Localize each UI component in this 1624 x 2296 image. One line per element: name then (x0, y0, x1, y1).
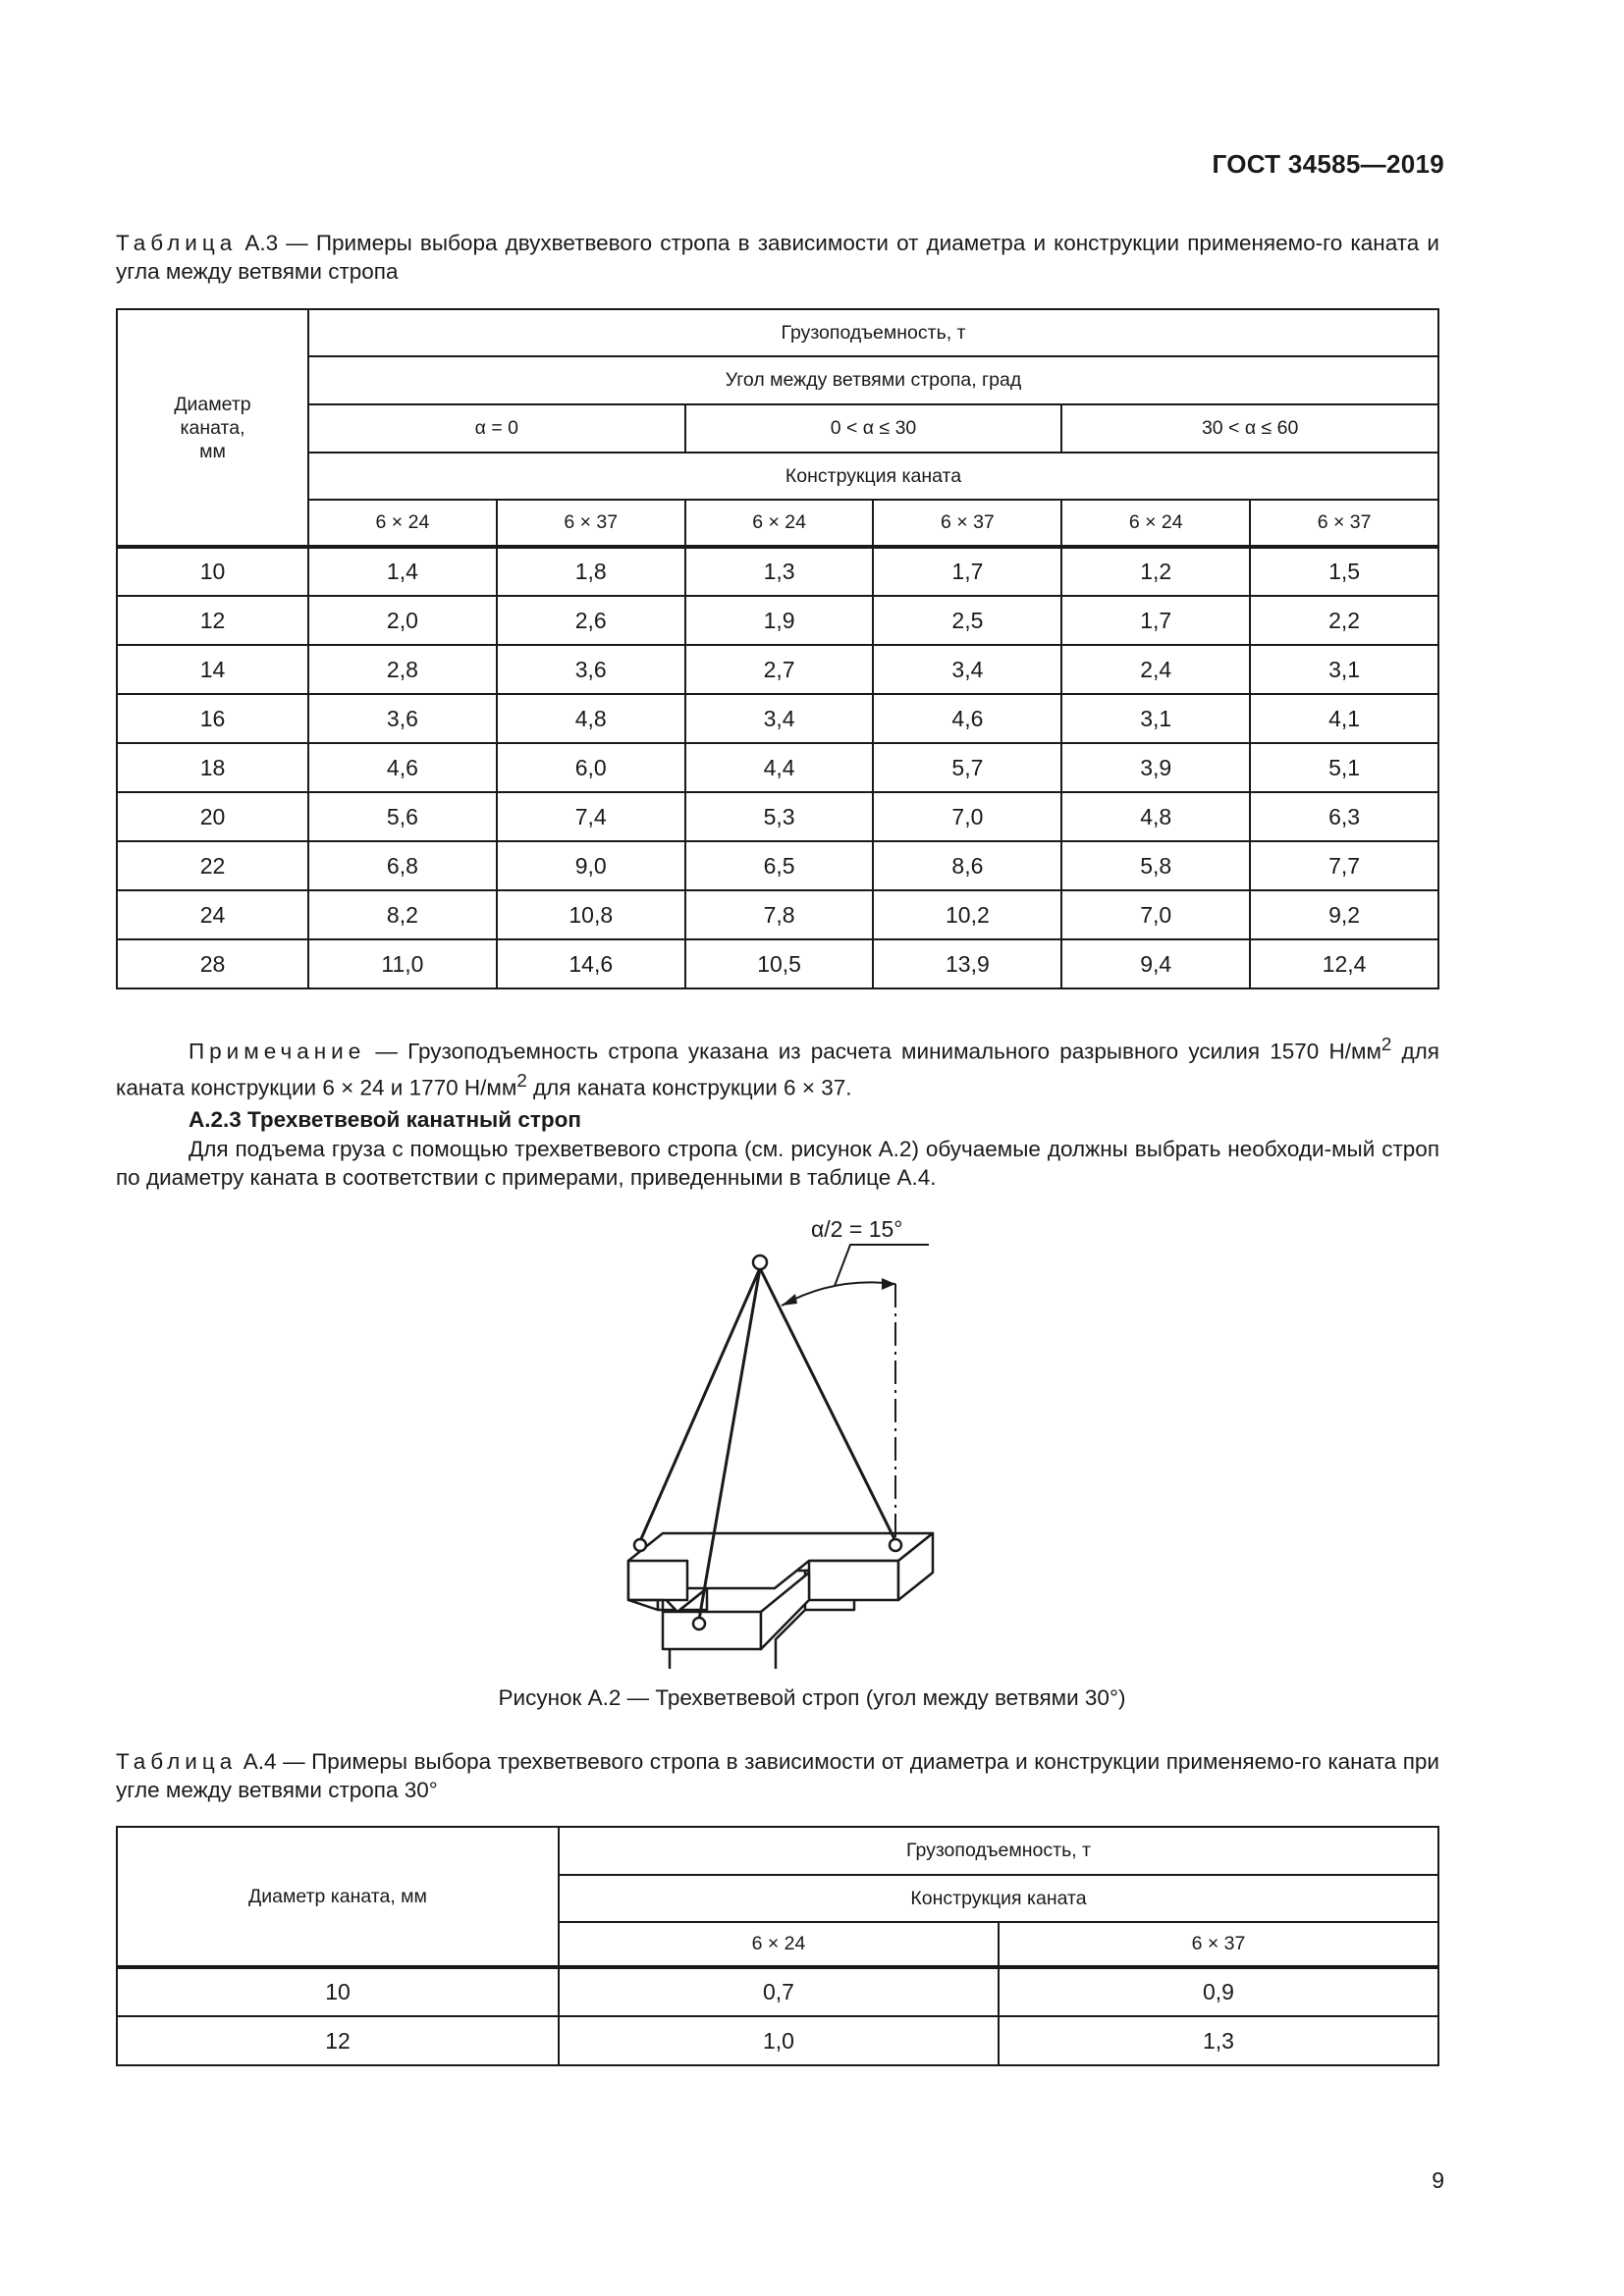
table-a3-angle-2: 0 < α ≤ 30 (685, 404, 1062, 453)
table-cell: 11,0 (308, 939, 497, 988)
table-a4-construction-2: 6 × 37 (999, 1922, 1438, 1967)
table-a3-construction-header: Конструкция каната (308, 453, 1438, 500)
table-cell: 2,0 (308, 596, 497, 645)
table-a4-capacity-header: Грузоподъемность, т (559, 1827, 1438, 1875)
table-row (117, 890, 1438, 939)
table-cell: 4,1 (1250, 694, 1438, 743)
table-a3-diameter-header-line-2: каната, (180, 416, 245, 439)
table-row (117, 547, 1438, 596)
table-a3-diameter-header (117, 309, 308, 547)
table-cell: 22 (117, 841, 308, 890)
table-cell: 12 (117, 2016, 559, 2065)
attachment-point-right (890, 1539, 901, 1551)
sling-ring-icon (753, 1255, 767, 1269)
table-a3-construction-2: 6 × 37 (497, 500, 685, 547)
table-cell: 12,4 (1250, 939, 1438, 988)
table-cell: 3,6 (497, 645, 685, 694)
figure-caption: Рисунок А.2 — Трехветвевой строп (угол между ветвями 30°) (498, 1685, 1126, 1710)
table-cell: 2,7 (685, 645, 874, 694)
table-cell: 2,8 (308, 645, 497, 694)
table-cell: 18 (117, 743, 308, 792)
table-cell: 9,4 (1061, 939, 1250, 988)
table-a3-angle-header: Угол между ветвями стропа, град (308, 356, 1438, 404)
table-a3-diameter-header-line-3: мм (199, 440, 226, 462)
table-cell: 14 (117, 645, 308, 694)
table-cell: 28 (117, 939, 308, 988)
table-cell: 12 (117, 596, 308, 645)
table-a4-caption-prefix: Таблица (116, 1749, 238, 1774)
table-a3-angle-1: α = 0 (308, 404, 685, 453)
table-a3-caption-prefix: Таблица (116, 231, 238, 255)
block-right-front-face (809, 1561, 898, 1600)
table-a4-construction-header: Конструкция каната (559, 1875, 1438, 1922)
table-cell: 6,0 (497, 743, 685, 792)
table-a3-note (116, 1030, 1439, 1101)
table-cell: 1,4 (308, 547, 497, 596)
table-a4 (116, 1826, 1439, 2066)
table-a3 (116, 308, 1439, 989)
table-row (117, 1967, 1438, 2016)
table-cell: 1,7 (873, 547, 1061, 596)
standard-number: ГОСТ 34585—2019 (1212, 149, 1444, 179)
page-number: 9 (1432, 2167, 1444, 2193)
table-cell: 5,6 (308, 792, 497, 841)
table-cell: 1,8 (497, 547, 685, 596)
attachment-point-left (634, 1539, 646, 1551)
table-row (117, 596, 1438, 645)
table-cell: 6,3 (1250, 792, 1438, 841)
table-a3-caption-text: А.3 — Примеры выбора двухветвевого стропа в зависимости от диаметра и конструкции применяемо-го каната и угла между ветвями стропа (116, 231, 1439, 284)
table-a3-diameter-header-line-1: Диаметр (174, 393, 251, 415)
table-cell: 7,4 (497, 792, 685, 841)
table-a3-construction-3: 6 × 24 (685, 500, 874, 547)
table-a3-construction-5: 6 × 24 (1061, 500, 1250, 547)
table-cell: 3,1 (1061, 694, 1250, 743)
table-cell: 9,0 (497, 841, 685, 890)
table-cell: 4,6 (308, 743, 497, 792)
table-cell: 4,8 (497, 694, 685, 743)
table-cell: 4,4 (685, 743, 874, 792)
table-cell: 7,0 (1061, 890, 1250, 939)
table-cell: 3,9 (1061, 743, 1250, 792)
block-stem-front-face (663, 1612, 761, 1649)
table-cell: 2,6 (497, 596, 685, 645)
table-row (117, 792, 1438, 841)
table-a3-construction-6: 6 × 37 (1250, 500, 1438, 547)
angle-label: α/2 = 15° (811, 1216, 903, 1242)
table-cell: 1,0 (559, 2016, 999, 2065)
sling-leg-right (760, 1268, 895, 1541)
table-cell: 0,7 (559, 1967, 999, 2016)
table-cell: 1,2 (1061, 547, 1250, 596)
table-cell: 3,6 (308, 694, 497, 743)
table-cell: 5,8 (1061, 841, 1250, 890)
attachment-point-front (693, 1618, 705, 1629)
table-cell: 5,7 (873, 743, 1061, 792)
table-cell: 13,9 (873, 939, 1061, 988)
sling-leg-left (640, 1268, 760, 1541)
table-cell: 7,0 (873, 792, 1061, 841)
table-cell: 10 (117, 547, 308, 596)
note-superscript-1: 2 (1380, 1034, 1392, 1054)
table-cell: 8,2 (308, 890, 497, 939)
table-cell: 2,5 (873, 596, 1061, 645)
table-cell: 10 (117, 1967, 559, 2016)
table-cell: 8,6 (873, 841, 1061, 890)
table-cell: 20 (117, 792, 308, 841)
table-row (117, 645, 1438, 694)
table-a3-construction-4: 6 × 37 (873, 500, 1061, 547)
note-text-a: — Грузоподъемность стропа указана из расчета минимального разрывного усилия 1570 Н/мм (365, 1039, 1381, 1064)
table-cell: 7,8 (685, 890, 874, 939)
block-left-front-face (628, 1561, 687, 1600)
note-text-c: для каната конструкции 6 × 37. (526, 1075, 852, 1099)
angle-arrow-left-icon (782, 1294, 797, 1306)
table-cell: 16 (117, 694, 308, 743)
section-body: Для подъема груза с помощью трехветвевого стропа (см. рисунок А.2) обучаемые должны выбрать необходи-мый строп по диаметру каната в соответствии с примерами, приведенными в таблице А.4. (116, 1137, 1439, 1190)
table-cell: 2,4 (1061, 645, 1250, 694)
table-cell: 0,9 (999, 1967, 1438, 2016)
table-cell: 10,8 (497, 890, 685, 939)
table-cell: 1,3 (999, 2016, 1438, 2065)
table-a4-caption (116, 1747, 1439, 1804)
table-cell: 1,3 (685, 547, 874, 596)
table-row (117, 841, 1438, 890)
table-cell: 3,4 (685, 694, 874, 743)
table-row (117, 939, 1438, 988)
table-cell: 10,2 (873, 890, 1061, 939)
table-cell: 9,2 (1250, 890, 1438, 939)
table-a4-construction-1: 6 × 24 (559, 1922, 999, 1967)
table-cell: 5,3 (685, 792, 874, 841)
table-cell: 5,1 (1250, 743, 1438, 792)
section-heading: А.2.3 Трехветвевой канатный строп (189, 1107, 581, 1132)
table-row (117, 694, 1438, 743)
note-superscript-2: 2 (516, 1069, 527, 1091)
table-a3-angle-3: 30 < α ≤ 60 (1061, 404, 1438, 453)
table-cell: 3,4 (873, 645, 1061, 694)
note-text-b: для каната конструкции 6 × 24 и 1770 Н/мм (116, 1039, 1439, 1099)
table-cell: 3,1 (1250, 645, 1438, 694)
table-a4-diameter-header: Диаметр каната, мм (117, 1827, 559, 1967)
table-row (117, 2016, 1438, 2065)
table-cell: 10,5 (685, 939, 874, 988)
figure-sling-drawing (589, 1207, 982, 1669)
table-cell: 4,8 (1061, 792, 1250, 841)
table-cell: 24 (117, 890, 308, 939)
table-a4-caption-text: А.4 — Примеры выбора трехветвевого стропа в зависимости от диаметра и конструкции применяемо-го каната при угле между ветвями стропа 30° (116, 1749, 1439, 1802)
table-cell: 7,7 (1250, 841, 1438, 890)
table-a3-capacity-header: Грузоподъемность, т (308, 309, 1438, 356)
angle-arrow-right-icon (882, 1278, 895, 1290)
angle-arc (782, 1282, 895, 1306)
table-cell: 1,9 (685, 596, 874, 645)
table-cell: 6,8 (308, 841, 497, 890)
table-cell: 2,2 (1250, 596, 1438, 645)
table-cell: 1,7 (1061, 596, 1250, 645)
table-cell: 14,6 (497, 939, 685, 988)
table-row (117, 743, 1438, 792)
table-cell: 4,6 (873, 694, 1061, 743)
block-lower-edge (628, 1600, 663, 1612)
table-a3-construction-1: 6 × 24 (308, 500, 497, 547)
table-cell: 1,5 (1250, 547, 1438, 596)
table-cell: 6,5 (685, 841, 874, 890)
note-label: Примечание (189, 1039, 366, 1064)
table-a3-caption (116, 229, 1439, 286)
